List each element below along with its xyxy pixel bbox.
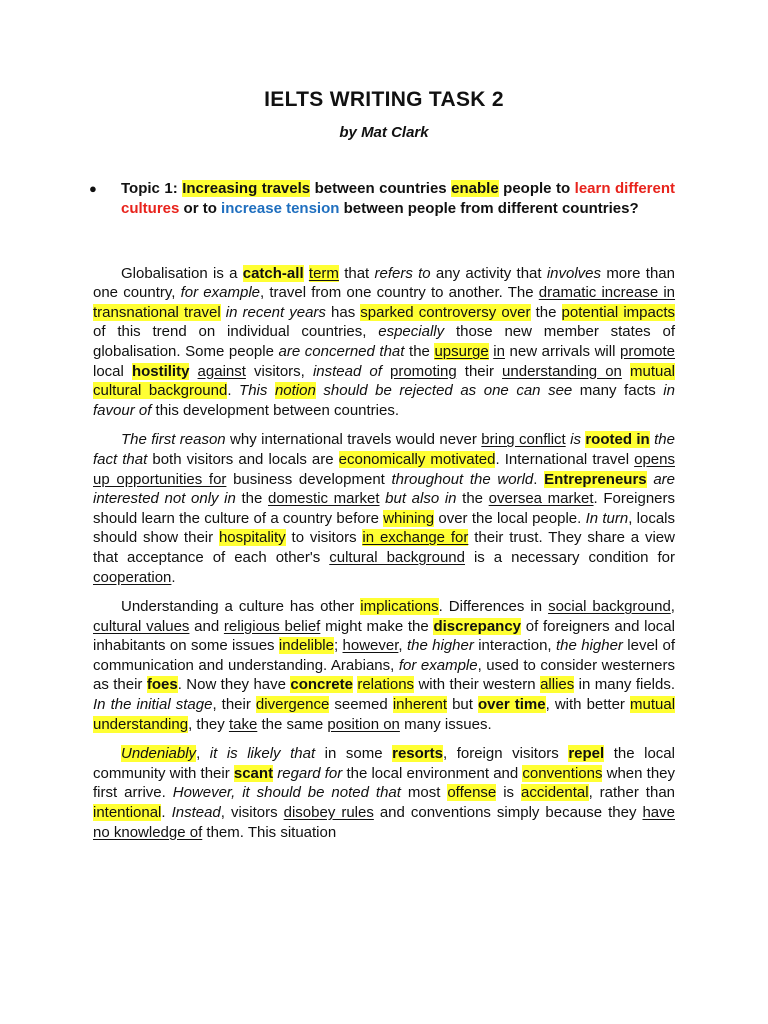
text: over the local people. xyxy=(434,509,586,527)
text: , foreign visitors xyxy=(442,745,569,763)
paragraph-1 xyxy=(93,264,675,421)
italic: In the initial stage xyxy=(93,696,213,714)
text: the xyxy=(235,490,268,508)
highlight: hospitality xyxy=(218,529,286,547)
underline: promote xyxy=(619,342,676,360)
text xyxy=(382,363,390,380)
highlight: inherent xyxy=(392,696,448,714)
text: , xyxy=(670,598,675,616)
italic: the fact that xyxy=(93,431,675,468)
text: new arrivals will xyxy=(504,342,620,360)
highlight: intentional xyxy=(93,804,162,822)
text: with their western xyxy=(414,676,541,694)
text: seemed xyxy=(329,696,393,714)
italic: the higher xyxy=(406,637,474,655)
italic: Instead xyxy=(171,804,221,822)
highlight: rooted in xyxy=(585,431,650,449)
underline: take xyxy=(228,715,258,733)
italic: are interested not only in xyxy=(93,470,675,508)
italic: but also in xyxy=(385,490,457,508)
text: . Differences in xyxy=(438,598,549,616)
text xyxy=(189,363,197,380)
text: those new member states of globalisation. Some people xyxy=(93,323,675,360)
text: between countries xyxy=(310,180,452,197)
highlight: relations xyxy=(357,676,415,694)
italic: should be rejected as one can see xyxy=(323,382,573,400)
text: when they first arrive. xyxy=(93,764,676,802)
topic-bullet-item xyxy=(89,179,676,219)
italic: However, it should be noted that xyxy=(172,784,401,802)
text: , with better xyxy=(545,696,630,714)
italic: refers to xyxy=(374,264,431,282)
highlight: resorts xyxy=(392,745,443,763)
text: of foreigners and local inhabitants on some issues xyxy=(93,617,675,655)
text: . xyxy=(533,470,545,488)
text: , used to consider westerners as their xyxy=(93,656,676,694)
italic: In turn xyxy=(585,509,629,527)
text: . xyxy=(161,804,172,822)
text: , their xyxy=(212,696,256,714)
text: the xyxy=(530,303,562,321)
italic: regard for xyxy=(277,764,343,782)
highlight: catch-all xyxy=(242,264,304,282)
text: . xyxy=(227,382,240,400)
highlight-italic: notion xyxy=(274,382,316,400)
paragraph-2 xyxy=(93,430,675,587)
text: both visitors and locals are xyxy=(147,450,339,468)
underline: have no knowledge of xyxy=(93,804,675,841)
text: , they xyxy=(188,715,229,733)
highlight: sparked controversy over xyxy=(360,303,531,321)
highlight: indelible xyxy=(278,637,334,655)
text: might make the xyxy=(320,617,434,635)
text: . Foreigners should learn the culture of a country before xyxy=(93,490,676,527)
text: is xyxy=(496,784,522,802)
underline: cultural values xyxy=(93,617,190,635)
highlight: potential impacts xyxy=(561,303,675,321)
underline: domestic market xyxy=(268,490,380,508)
italic: for example xyxy=(180,284,261,302)
text: , rather than xyxy=(588,784,675,802)
underline: oversea market xyxy=(488,490,594,508)
highlight: foes xyxy=(146,676,178,694)
text: visitors, xyxy=(245,362,313,380)
blue-text: increase tension xyxy=(221,199,340,217)
text: interaction, xyxy=(473,637,556,655)
underline: understanding on xyxy=(502,362,622,380)
paragraph-3 xyxy=(93,597,675,734)
document-title: IELTS WRITING TASK 2 xyxy=(264,88,504,111)
highlight: allies xyxy=(540,676,575,694)
highlight: whining xyxy=(383,509,435,527)
text: in some xyxy=(315,745,393,763)
underline: bring conflict xyxy=(481,431,566,449)
underline: opens up opportunities for xyxy=(93,450,675,488)
text: more than one country, xyxy=(93,264,675,302)
italic: are concerned that xyxy=(278,342,405,360)
text: them. This situation xyxy=(202,823,337,841)
highlight: Entrepreneurs xyxy=(544,470,647,488)
highlight-italic: Undeniably xyxy=(121,745,197,763)
highlight: mutual cultural background xyxy=(93,362,676,400)
highlight: divergence xyxy=(255,696,330,714)
highlight: repel xyxy=(568,745,605,763)
italic: especially xyxy=(378,323,445,341)
text: . International travel xyxy=(495,450,635,468)
italic: the higher xyxy=(555,637,623,655)
highlight: scant xyxy=(233,764,274,782)
highlight: economically motivated xyxy=(338,450,496,468)
highlight: over time xyxy=(478,696,546,714)
underline: disobey rules xyxy=(283,804,374,822)
text: level of communication and understanding. Arabians, xyxy=(93,637,676,674)
text: the same xyxy=(257,715,328,733)
text: or to xyxy=(179,199,222,217)
text: to visitors xyxy=(285,529,363,547)
highlight-underline: in exchange for xyxy=(362,529,469,547)
highlight: hostility xyxy=(131,362,190,380)
text: , locals should show their xyxy=(93,509,676,547)
text: but xyxy=(447,696,479,714)
text: many facts xyxy=(572,382,664,400)
text: that xyxy=(338,264,375,282)
text: Globalisation is a xyxy=(121,264,243,282)
highlight: enable xyxy=(451,180,499,197)
underline: cultural background xyxy=(329,548,465,566)
italic: The first reason xyxy=(121,431,226,449)
underline: however xyxy=(342,637,399,655)
text: . Now they have xyxy=(177,676,291,694)
highlight-underline: term xyxy=(308,264,339,282)
text: between people from different countries? xyxy=(339,199,639,217)
text: and conventions simply because they xyxy=(373,804,643,822)
text: this development between countries. xyxy=(151,401,400,419)
underline: position on xyxy=(327,715,400,733)
italic: in recent years xyxy=(225,303,326,321)
highlight: discrepancy xyxy=(433,617,522,635)
highlight: implications xyxy=(360,598,439,616)
text: has xyxy=(325,303,361,321)
highlight: conventions xyxy=(522,764,603,782)
underline: cooperation xyxy=(93,568,172,586)
bullet-icon: ● xyxy=(89,181,97,196)
underline: promoting xyxy=(390,362,457,380)
underline: dramatic increase in xyxy=(538,284,676,302)
underline: religious belief xyxy=(223,617,321,635)
text: is a necessary condition for xyxy=(464,548,675,566)
text: local xyxy=(93,362,132,380)
highlight-underline: upsurge xyxy=(434,342,489,360)
text: , travel from one country to another. The xyxy=(260,284,539,302)
text: many issues. xyxy=(399,715,492,733)
text: their xyxy=(456,362,503,380)
highlight: mutual understanding xyxy=(93,696,676,733)
text: why international travels would never xyxy=(225,431,482,449)
paragraph-4 xyxy=(93,744,675,842)
text: any activity that xyxy=(430,264,547,282)
text: the xyxy=(404,342,435,360)
italic: throughout the world xyxy=(391,470,534,488)
text: Understanding a culture has other xyxy=(121,598,361,616)
text: the xyxy=(456,490,489,508)
underline: social background xyxy=(548,598,671,616)
italic: instead of xyxy=(312,362,382,380)
text: , xyxy=(398,637,407,655)
highlight: offense xyxy=(447,784,497,802)
highlight: concrete xyxy=(290,676,353,694)
text: their trust. They share a view that acceptance of each other's xyxy=(93,529,675,566)
text: of this trend on individual countries, xyxy=(93,323,379,341)
text: people to xyxy=(498,180,575,197)
text: ; xyxy=(333,637,343,655)
italic: in favour of xyxy=(93,382,675,419)
italic: This xyxy=(239,382,268,400)
text: and xyxy=(189,617,224,635)
text: most xyxy=(400,784,448,802)
underline: in xyxy=(493,342,505,360)
highlight: transnational travel xyxy=(93,303,221,321)
text: . xyxy=(171,568,176,586)
text: business development xyxy=(226,470,392,488)
italic: is xyxy=(570,431,581,449)
highlight: accidental xyxy=(521,784,589,802)
text: , visitors xyxy=(220,804,284,822)
italic: it is likely that xyxy=(209,745,316,763)
document-author: by Mat Clark xyxy=(339,124,429,141)
text: the local environment and xyxy=(342,764,523,782)
italic: for example xyxy=(398,656,478,674)
text: the local community with their xyxy=(93,745,675,782)
text xyxy=(267,382,275,399)
text: , xyxy=(196,745,210,763)
highlight: Increasing travels xyxy=(182,180,311,197)
text: in many fields. xyxy=(574,676,676,694)
red-text: learn different cultures xyxy=(121,180,676,217)
topic-prefix: Topic 1: xyxy=(121,180,183,197)
text xyxy=(622,363,630,380)
italic: involves xyxy=(546,264,602,282)
underline: against xyxy=(197,362,246,380)
